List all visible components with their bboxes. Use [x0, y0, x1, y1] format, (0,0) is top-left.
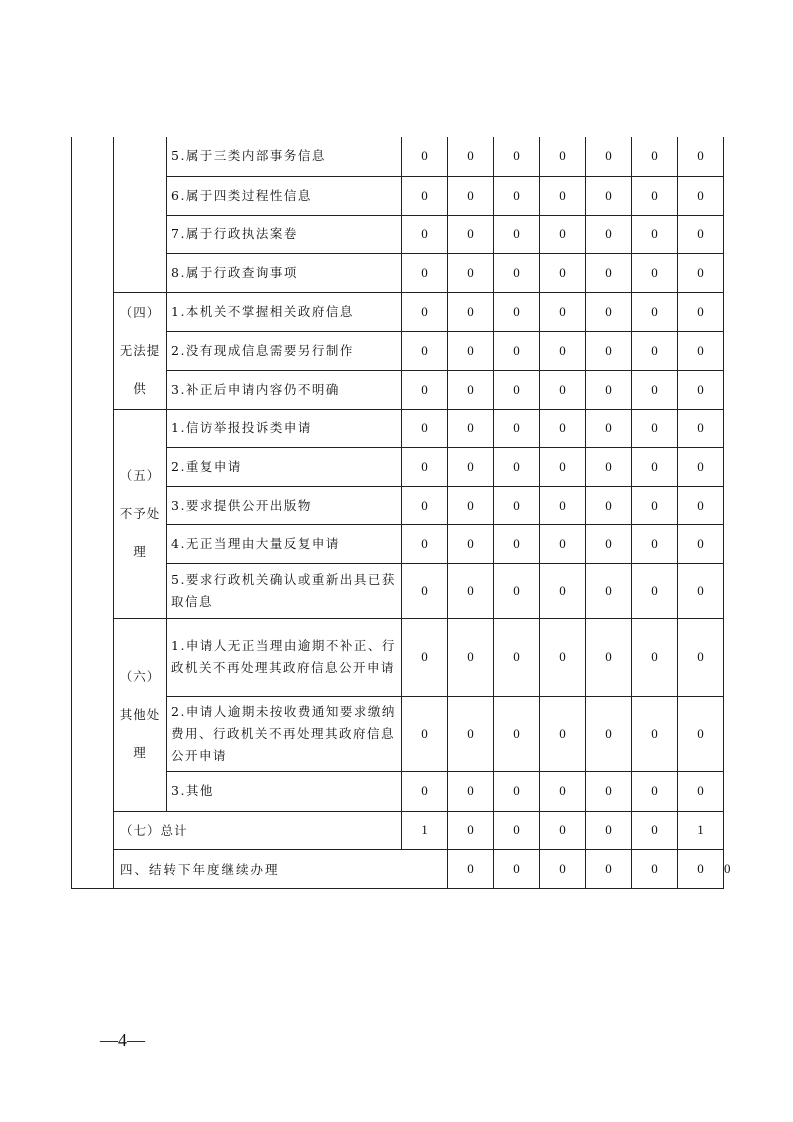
group-label-line: （五）	[119, 467, 161, 483]
row-label: 3.其他	[167, 772, 402, 811]
row-label: 2.申请人逾期未按收费通知要求缴纳费用、行政机关不再处理其政府信息公开申请	[167, 697, 402, 772]
cell-value: 0	[540, 447, 586, 486]
cell-value: 0	[586, 697, 632, 772]
cell-value: 0	[586, 370, 632, 409]
cell-value: 0	[540, 176, 586, 215]
cell-value: 0	[448, 447, 494, 486]
cell-value: 0	[586, 447, 632, 486]
cell-value: 0	[540, 849, 586, 888]
cell-value: 0	[586, 811, 632, 849]
cell-value: 0	[494, 618, 540, 696]
cell-value: 0	[540, 618, 586, 696]
cell-value: 0	[678, 772, 724, 811]
cell-value: 0	[494, 215, 540, 253]
cell-value: 0	[402, 176, 448, 215]
cell-value: 0	[448, 849, 494, 888]
table-row	[72, 293, 724, 332]
cell-value: 1	[678, 811, 724, 849]
table-row	[72, 332, 724, 370]
cell-value: 0	[494, 487, 540, 525]
group-five-label	[114, 409, 167, 618]
row-label: 8.属于行政查询事项	[167, 254, 402, 293]
group-label-line: 供	[133, 380, 147, 396]
cell-value: 0	[678, 409, 724, 447]
cell-value: 0	[540, 697, 586, 772]
table-row	[72, 487, 724, 525]
cell-value: 0	[678, 332, 724, 370]
cell-value: 0	[402, 370, 448, 409]
table-row	[72, 447, 724, 486]
cell-value: 0	[494, 697, 540, 772]
cell-value: 0	[586, 176, 632, 215]
cell-value: 0	[494, 176, 540, 215]
cell-value: 0	[540, 564, 586, 618]
cell-value: 0	[632, 370, 678, 409]
cell-value: 0	[678, 293, 724, 332]
cell-value: 0	[494, 811, 540, 849]
cell-value: 0	[448, 487, 494, 525]
cell-value: 0	[494, 772, 540, 811]
cell-value: 0	[494, 293, 540, 332]
cell-value: 0	[448, 697, 494, 772]
table-row	[72, 564, 724, 618]
cell-value: 0	[540, 370, 586, 409]
cell-value: 0	[632, 525, 678, 564]
group-six-label	[114, 618, 167, 811]
carryover-row: 四、结转下年度继续办理 0 0 0 0 0 0 0	[72, 849, 724, 888]
row-label: 1.申请人无正当理由逾期不补正、行政机关不再处理其政府信息公开申请	[167, 618, 402, 696]
cell-value: 0	[540, 487, 586, 525]
group-label-line: 不予处	[119, 505, 161, 521]
cell-value: 0	[448, 409, 494, 447]
cell-value: 0	[402, 215, 448, 253]
cell-value: 0	[448, 618, 494, 696]
total-label: （七）总计	[114, 811, 402, 849]
cell-value: 0	[402, 254, 448, 293]
group-three-continued	[114, 137, 167, 293]
cell-value: 0	[678, 525, 724, 564]
total-row	[72, 811, 724, 849]
cell-value: 0	[540, 332, 586, 370]
cell-value: 0	[632, 447, 678, 486]
cell-value: 0	[678, 370, 724, 409]
cell-value: 0	[402, 409, 448, 447]
cell-value: 0	[494, 409, 540, 447]
cell-value: 0	[402, 293, 448, 332]
cell-value: 0	[402, 487, 448, 525]
row-label: 6.属于四类过程性信息	[167, 176, 402, 215]
group-label-line: （六）	[119, 668, 161, 684]
cell-value: 0	[448, 254, 494, 293]
cell-value: 0	[540, 215, 586, 253]
table-row	[72, 618, 724, 696]
group-label-line: 理	[133, 744, 147, 760]
table-row	[72, 525, 724, 564]
cell-value: 0	[678, 447, 724, 486]
cell-value: 0	[402, 447, 448, 486]
group-label-line: 其他处	[119, 706, 161, 722]
cell-value: 0	[586, 487, 632, 525]
cell-value: 0	[678, 849, 724, 888]
cell-value: 0	[448, 525, 494, 564]
disclosure-statistics-table	[71, 137, 731, 889]
table-row	[72, 254, 724, 293]
cell-value: 0	[586, 564, 632, 618]
cell-value: 0	[586, 137, 632, 176]
cell-value: 0	[448, 176, 494, 215]
cell-value: 0	[678, 618, 724, 696]
cell-value: 0	[632, 254, 678, 293]
cell-value: 0	[494, 564, 540, 618]
row-label: 5.要求行政机关确认或重新出具已获取信息	[167, 564, 402, 618]
cell-value: 1	[402, 811, 448, 849]
cell-value: 0	[632, 332, 678, 370]
cell-value: 0	[448, 811, 494, 849]
row-label: 7.属于行政执法案卷	[167, 215, 402, 253]
cell-value: 0	[540, 293, 586, 332]
cell-value: 0	[540, 772, 586, 811]
cell-value: 0	[494, 254, 540, 293]
cell-value: 0	[632, 772, 678, 811]
cell-value: 0	[586, 849, 632, 888]
cell-value: 0	[678, 564, 724, 618]
row-label: 3.补正后申请内容仍不明确	[167, 370, 402, 409]
page-number: —4—	[100, 1030, 145, 1050]
table-row	[72, 697, 724, 772]
cell-value: 0	[494, 849, 540, 888]
cell-value: 0	[586, 409, 632, 447]
cell-value: 0	[448, 293, 494, 332]
cell-value: 0	[632, 697, 678, 772]
row-label: 5.属于三类内部事务信息	[167, 137, 402, 176]
table-row	[72, 137, 724, 176]
cell-value: 0	[494, 332, 540, 370]
cell-value: 0	[494, 525, 540, 564]
cell-value: 0	[586, 332, 632, 370]
cell-value: 0	[678, 137, 724, 176]
cell-value: 0	[448, 370, 494, 409]
cell-value: 0	[586, 215, 632, 253]
group-label-line: 理	[133, 543, 147, 559]
cell-value: 0	[586, 772, 632, 811]
cell-value: 0	[586, 293, 632, 332]
cell-value: 0	[402, 618, 448, 696]
carryover-label: 四、结转下年度继续办理	[114, 849, 448, 888]
row-label: 2.没有现成信息需要另行制作	[167, 332, 402, 370]
cell-value: 0	[632, 487, 678, 525]
cell-value: 0	[586, 525, 632, 564]
table-row	[72, 409, 724, 447]
cell-value: 0	[540, 525, 586, 564]
cell-value: 0	[494, 370, 540, 409]
cell-value: 0	[632, 176, 678, 215]
cell-value: 0	[632, 137, 678, 176]
cell-value: 0	[402, 697, 448, 772]
cell-value: 0	[448, 772, 494, 811]
cell-value: 0	[586, 618, 632, 696]
cell-value: 0	[678, 697, 724, 772]
table-row	[72, 215, 724, 253]
section-three-column	[72, 137, 114, 889]
cell-value: 0	[632, 293, 678, 332]
row-label: 4.无正当理由大量反复申请	[167, 525, 402, 564]
cell-value: 0	[540, 811, 586, 849]
cell-value: 0	[678, 176, 724, 215]
cell-value: 0	[402, 525, 448, 564]
cell-value: 0	[402, 564, 448, 618]
cell-value: 0	[632, 849, 678, 888]
cell-value: 0	[632, 215, 678, 253]
cell-value: 0	[402, 137, 448, 176]
table-row	[72, 772, 724, 811]
group-label-line: （四）	[119, 304, 161, 320]
table-row	[72, 176, 724, 215]
cell-value: 0	[540, 137, 586, 176]
cell-value: 0	[678, 487, 724, 525]
cell-value: 0	[632, 409, 678, 447]
cell-value: 0	[448, 137, 494, 176]
cell-value: 0	[632, 564, 678, 618]
cell-value: 0	[540, 254, 586, 293]
cell-value: 0	[540, 409, 586, 447]
row-label: 1.本机关不掌握相关政府信息	[167, 293, 402, 332]
table-row	[72, 370, 724, 409]
cell-value: 0	[586, 254, 632, 293]
cell-value: 0	[448, 215, 494, 253]
cell-value: 0	[448, 564, 494, 618]
cell-value: 0	[678, 215, 724, 253]
group-four-label	[114, 293, 167, 410]
cell-value: 0	[402, 332, 448, 370]
cell-value: 0	[494, 137, 540, 176]
row-label: 1.信访举报投诉类申请	[167, 409, 402, 447]
row-label: 3.要求提供公开出版物	[167, 487, 402, 525]
group-label-line: 无法提	[119, 342, 161, 358]
cell-value: 0	[494, 447, 540, 486]
cell-value: 0	[448, 332, 494, 370]
cell-value: 0	[632, 811, 678, 849]
cell-value: 0	[402, 772, 448, 811]
row-label: 2.重复申请	[167, 447, 402, 486]
cell-value: 0	[678, 254, 724, 293]
cell-value: 0	[632, 618, 678, 696]
